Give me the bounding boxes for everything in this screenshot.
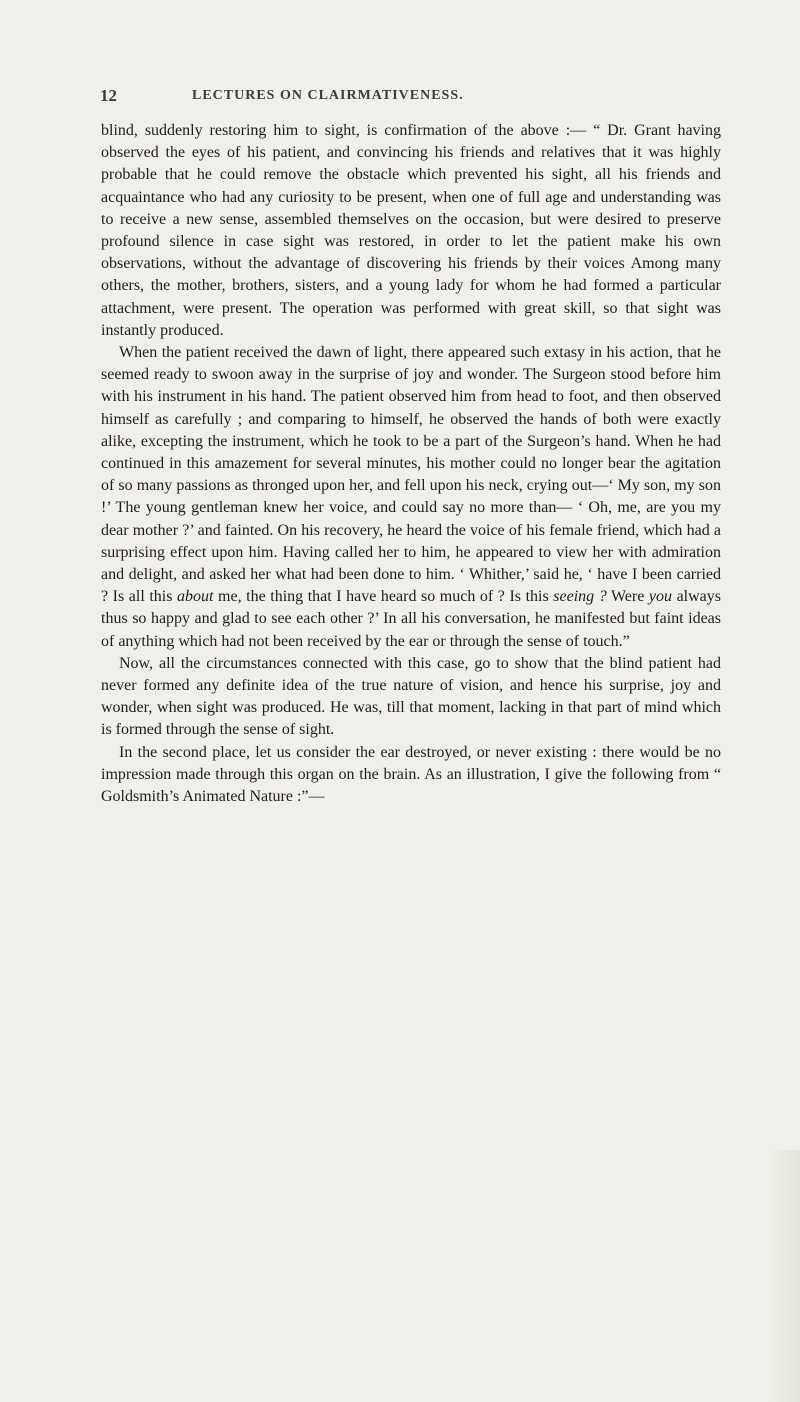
text-run: In the second place, let us consider the ear destroyed, or never existing : there would be no impression made through this organ on the brain. As an illustration, I give the following from “ Goldsmith’s Animated Nature :”— (101, 743, 721, 806)
text-run: always thus so happy and glad to see each other ?’ In all his conversation, he manifested but faint ideas of anything which had not been received by the ear or through the sense of touch.” (101, 588, 721, 650)
italic-text: you (648, 588, 672, 606)
page-number: 12 (100, 86, 117, 105)
paragraph (101, 742, 721, 809)
paragraph (101, 120, 721, 342)
text-run: me, the thing that I have heard so much of ? Is this (213, 588, 554, 606)
text-run: blind, suddenly restoring him to sight, is confirmation of the above :— “ Dr. Grant having observed the eyes of his patient, and convincing his friends and relatives that it was highly probable that he could remove the obstacle which prevented his sight, all his friends and acquaintance who had any curiosity to be present, when one of full age and understanding was to receive a new sense, assembled themselves on the occasion, but were desired to preserve profound silence in case sight was restored, in order to let the patient make his own observations, without the advantage of discovering his friends by their voices Among many others, the mother, brothers, sisters, and a young lady for whom he had formed a particular attachment, were present. The operation was performed with great skill, so that sight was instantly produced. (101, 122, 721, 339)
paragraph (101, 342, 721, 653)
italic-text: about (177, 588, 214, 606)
text-run: Were (606, 588, 649, 606)
italic-text: seeing ? (553, 588, 607, 606)
page-edge-stain (770, 1150, 800, 1402)
body-text (101, 120, 721, 808)
page-header (0, 86, 800, 110)
text-run: When the patient received the dawn of light, there appeared such extasy in his action, that he seemed ready to swoon away in the surprise of joy and wonder. The Surgeon stood before him with his instrument in his hand. The patient observed him from head to foot, and then observed himself as carefully ; and comparing to himself, he observed the hands of both were exactly alike, excepting the instrument, which he took to be a part of the Surgeon’s hand. When he had continued in this amazement for several minutes, his mother could no longer bear the agitation of so many passions as thronged upon her, and fell upon his neck, crying out—‘ My son, my son !’ The young gentleman knew her voice, and could say no more than— ‘ Oh, me, are you my dear mother ?’ and fainted. On his recovery, he heard the voice of his female friend, which had a surprising effect upon him. Having called her to him, he appeared to view her with admiration and delight, and asked her what had been done to him. ‘ Whither,’ said he, ‘ have I been carried ? Is all this (101, 344, 721, 606)
text-run: Now, all the circumstances connected with this case, go to show that the blind patient had never formed any definite idea of the true nature of vision, and hence his surprise, joy and wonder, when sight was produced. He was, till that moment, lacking in that part of mind which is formed through the sense of sight. (101, 654, 721, 739)
running-head: LECTURES ON CLAIRMATIVENESS. (192, 88, 464, 103)
paragraph (101, 653, 721, 742)
